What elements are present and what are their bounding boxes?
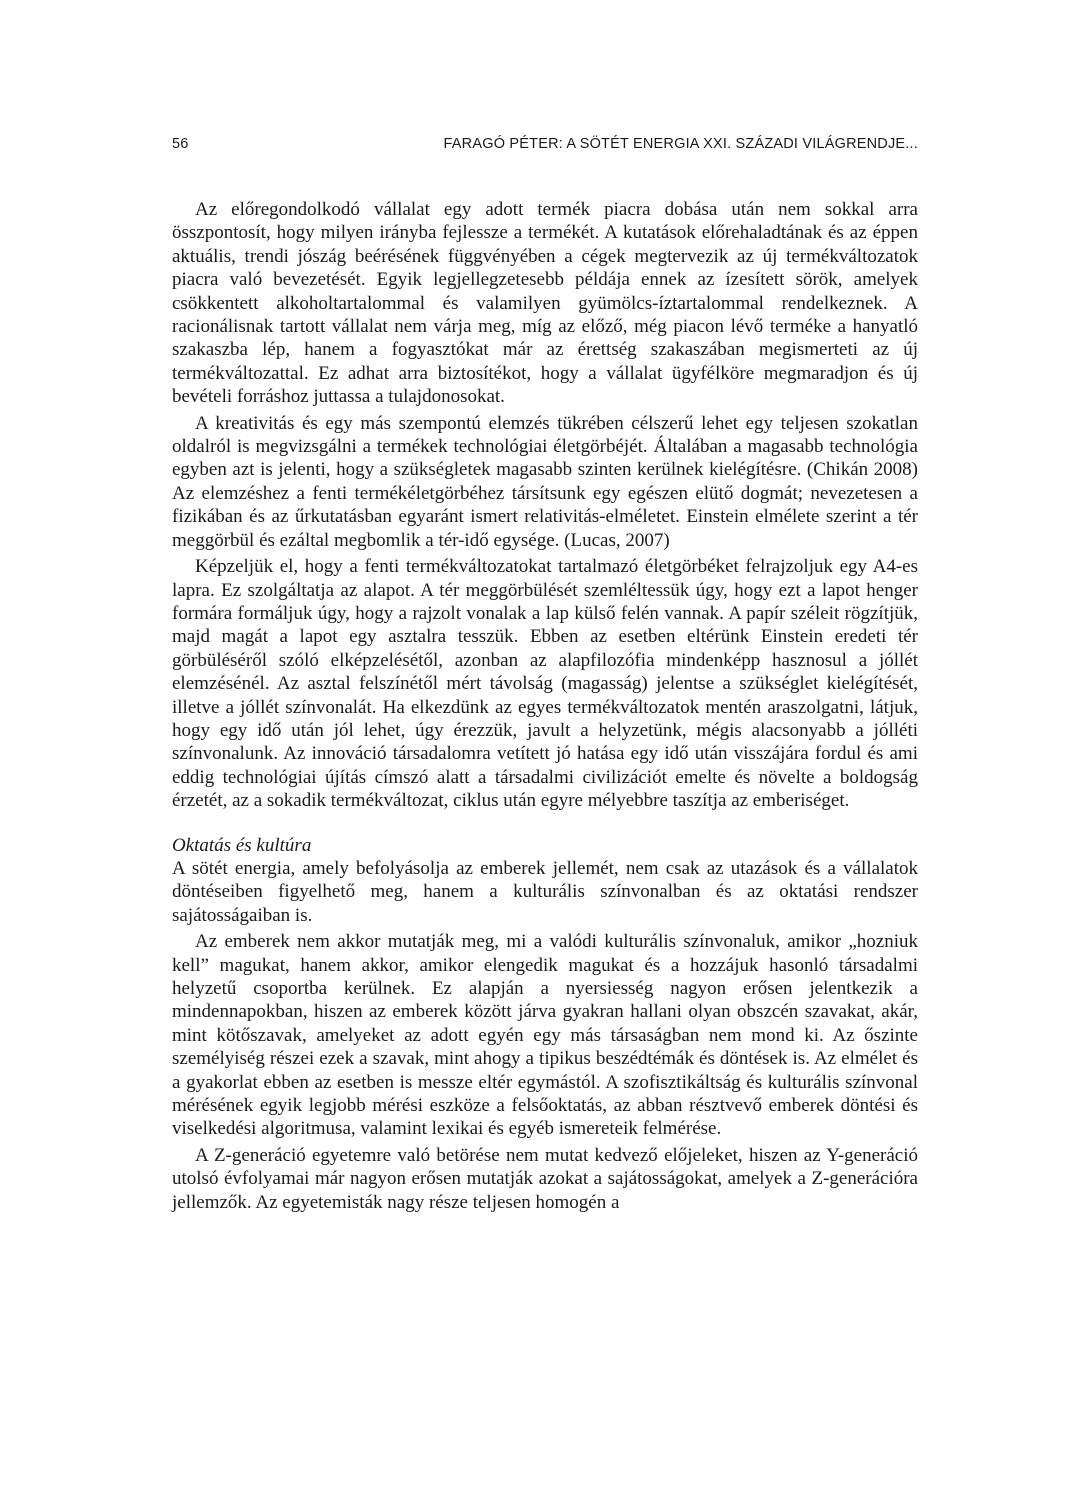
paragraph: A Z-generáció egyetemre való betörése nem mutat kedvező előjeleket, hiszen az Y-generáció utolsó évfolyamai már nagyon erősen mutatják azokat a sajátosságokat, amelyek a Z-generációra jellemzők. Az egyetemisták nagy része teljesen homogén a bbox=[172, 1144, 918, 1213]
page-number: 56 bbox=[172, 136, 189, 152]
section-heading: Oktatás és kultúra bbox=[172, 834, 312, 856]
body-text bbox=[172, 198, 918, 1217]
paragraph: Az emberek nem akkor mutatják meg, mi a valódi kulturális színvonaluk, amikor „hozniuk kell” magukat, hanem akkor, amikor elengedik magukat és a hozzájuk hasonló társadalmi helyzetű csoportba kerülnek. Ez alapján a nyersiesség nagyon erősen jelentkezik a mindennapokban, hiszen az emberek között járva gyakran hallani olyan obszcén szavakat, akár, mint kötőszavak, amelyeket az adott egyén egy más társaságban nem mond ki. Az őszinte személyiség részei ezek a szavak, mint ahogy a tipikus beszédtémák és döntések is. Az elmélet és a gyakorlat ebben az esetben is messze eltér egymástól. A szofisztikáltság és kulturális színvonal mérésének egyik legjobb mérési eszköze a felsőoktatás, az abban résztvevő emberek döntési és viselkedési algoritmusa, valamint lexikai és egyéb ismereteik felmérése. bbox=[172, 931, 918, 1140]
paragraph: Az előregondolkodó vállalat egy adott termék piacra dobása után nem sokkal arra összpontosít, hogy milyen irányba fejlessze a termékét. A kutatások előrehaladtának és az éppen aktuális, trendi jószág beérésének függvényében a cégek megtervezik az új termékváltozatok piacra való bevezetését. Egyik legjellegzetesebb példája ennek az ízesített sörök, amelyek csökkentett alkoholtartalommal és valamilyen gyümölcs-íztartalommal rendelkeznek. A racionálisnak tartott vállalat nem várja meg, míg az előző, még piacon lévő terméke a hanyatló szakaszba lép, hanem a fogyasztókat már az érettség szakaszában megismerteti az új termékváltozattal. Ez adhat arra biztosítékot, hogy a vállalat ügyfélköre megmaradjon és új bevételi forráshoz juttassa a tulajdonosokat. bbox=[172, 199, 918, 408]
running-title: FARAGÓ PÉTER: A SÖTÉT ENERGIA XXI. SZÁZADI VILÁGRENDJE... bbox=[443, 136, 918, 152]
paragraph: A kreativitás és egy más szempontú elemzés tükrében célszerű lehet egy teljesen szokatlan oldalról is megvizsgálni a termékek technológiai életgörbéjét. Általában a magasabb technológia egyben azt is jelenti, hogy a szükségletek magasabb szinten kerülnek kielégítésre. (Chikán 2008) Az elemzéshez a fenti termékéletgörbéhez társítsunk egy egészen elütő dogmát; nevezetesen a fizikában és az űrkutatásban egyaránt ismert relativitás-elméletet. Einstein elmélete szerint a tér meggörbül és ezáltal megbomlik a tér-idő egysége. (Lucas, 2007) bbox=[172, 412, 918, 551]
paragraph: Képzeljük el, hogy a fenti termékváltozatokat tartalmazó életgörbéket felrajzoljuk egy A4-es lapra. Ez szolgáltatja az alapot. A tér meggörbülését szemléltessük úgy, hogy ezt a lapot henger formára formáljuk úgy, hogy a rajzolt vonalak a lap külső felén vannak. A papír széleit rögzítjük, majd magát a lapot egy asztalra tesszük. Ebben az esetben eltérünk Einstein eredeti tér görbüléséről szóló elképzelésétől, azonban az alapfilozófia mindenképp hasznosul a jóllét elemzésénél. Az asztal felszínétől mért távolság (magasság) jelentse a szükséglet kielégítését, illetve a jóllét színvonalát. Ha elkezdünk az egyes termékváltozatok mentén araszolgatni, látjuk, hogy egy idő után jól lehet, úgy érezzük, javult a helyzetünk, mégis alacsonyabb a jólléti színvonalunk. Az innováció társadalomra vetített jó hatása egy idő után visszájára fordul és ami eddig technológiai újítás címszó alatt a társadalmi civilizációt emelte és növelte a boldogság érzetét, az a sokadik termékváltozat, ciklus után egyre mélyebbre taszítja az emberiséget. bbox=[172, 556, 918, 812]
running-header bbox=[172, 136, 918, 156]
paragraph: A sötét energia, amely befolyásolja az emberek jellemét, nem csak az utazások és a vállalatok döntéseiben figyelhető meg, hanem a kulturális színvonalban és az oktatási rendszer sajátosságaiban is. bbox=[172, 857, 918, 926]
